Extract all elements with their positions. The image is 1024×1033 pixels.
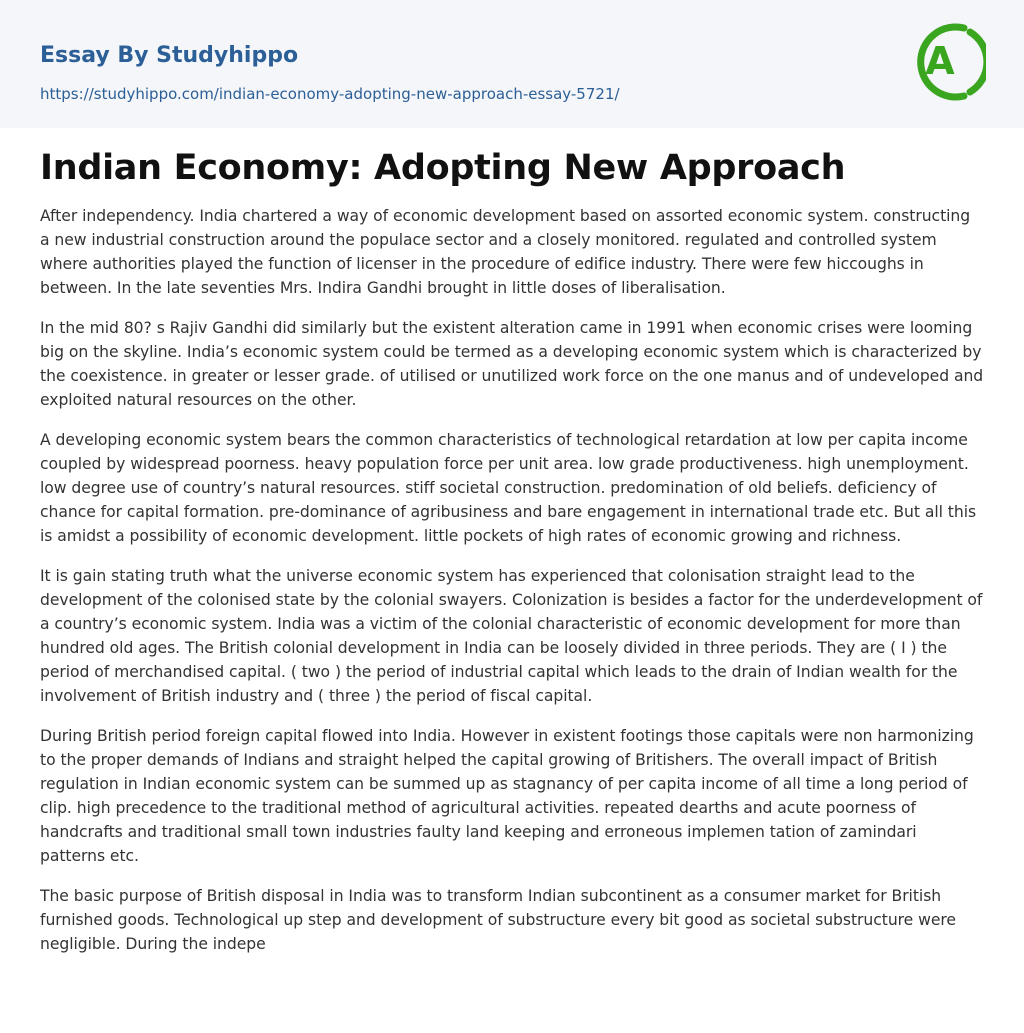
- brand-title[interactable]: Essay By Studyhippo: [40, 43, 299, 68]
- studyhippo-logo-icon[interactable]: [912, 18, 986, 106]
- paragraph: In the mid 80? s Rajiv Gandhi did similarly but the existent alteration came in 1991 when economic crises were looming big on the skyline. India’s economic system could be termed as a developing economic system which is characterized by the coexistence. in greater or lesser grade. of utilised or unutilized work force on the one manus and of undeveloped and exploited natural resources on the other.: [40, 319, 984, 409]
- paragraph: The basic purpose of British disposal in India was to transform Indian subcontinent as a consumer market for British furnished goods. Technological up step and development of substructure every bit good as societal substructure were negligible. During the indepe: [40, 887, 956, 953]
- logo-letter: A: [925, 39, 955, 83]
- paragraph: It is gain stating truth what the universe economic system has experienced that colonisation straight lead to the development of the colonised state by the colonial swayers. Colonization is besides a factor for the underdevelopment of a country’s economic system. India was a victim of the colonial characteristic of economic development for more than hundred old ages. The British colonial development in India can be loosely divided in three periods. They are ( I ) the period of merchandised capital. ( two ) the period of industrial capital which leads to the drain of Indian wealth for the involvement of British industry and ( three ) the period of fiscal capital.: [40, 567, 983, 705]
- site-header: [0, 0, 1024, 128]
- page-title: Indian Economy: Adopting New Approach: [40, 148, 846, 188]
- paragraph: During British period foreign capital flowed into India. However in existent footings those capitals were non harmonizing to the proper demands of Indians and straight helped the capital growing of Britishers. The overall impact of British regulation in Indian economic system can be summed up as stagnancy of per capita income of all time a long period of clip. high precedence to the traditional method of agricultural activities. repeated dearths and acute poorness of handcrafts and traditional small town industries faulty land keeping and erroneous implemen tation of zamindari patterns etc.: [40, 727, 974, 865]
- paragraph: A developing economic system bears the common characteristics of technological retardation at low per capita income coupled by widespread poorness. heavy population force per unit area. low grade productiveness. high unemployment. low degree use of country’s natural resources. stiff societal construction. predomination of old beliefs. deficiency of chance for capital formation. pre-dominance of agribusiness and bare engagement in international trade etc. But all this is amidst a possibility of economic development. little pockets of high rates of economic growing and richness.: [40, 431, 977, 545]
- paragraph: After independency. India chartered a way of economic development based on assorted economic system. constructing a new industrial construction around the populace sector and a closely monitored. regulated and controlled system where authorities played the function of licenser in the procedure of edifice industry. There were few hiccoughs in between. In the late seventies Mrs. Indira Gandhi brought in little doses of liberalisation.: [40, 207, 971, 297]
- source-url-link[interactable]: https://studyhippo.com/indian-economy-adopting-new-approach-essay-5721/: [40, 85, 620, 103]
- article: [0, 128, 1024, 956]
